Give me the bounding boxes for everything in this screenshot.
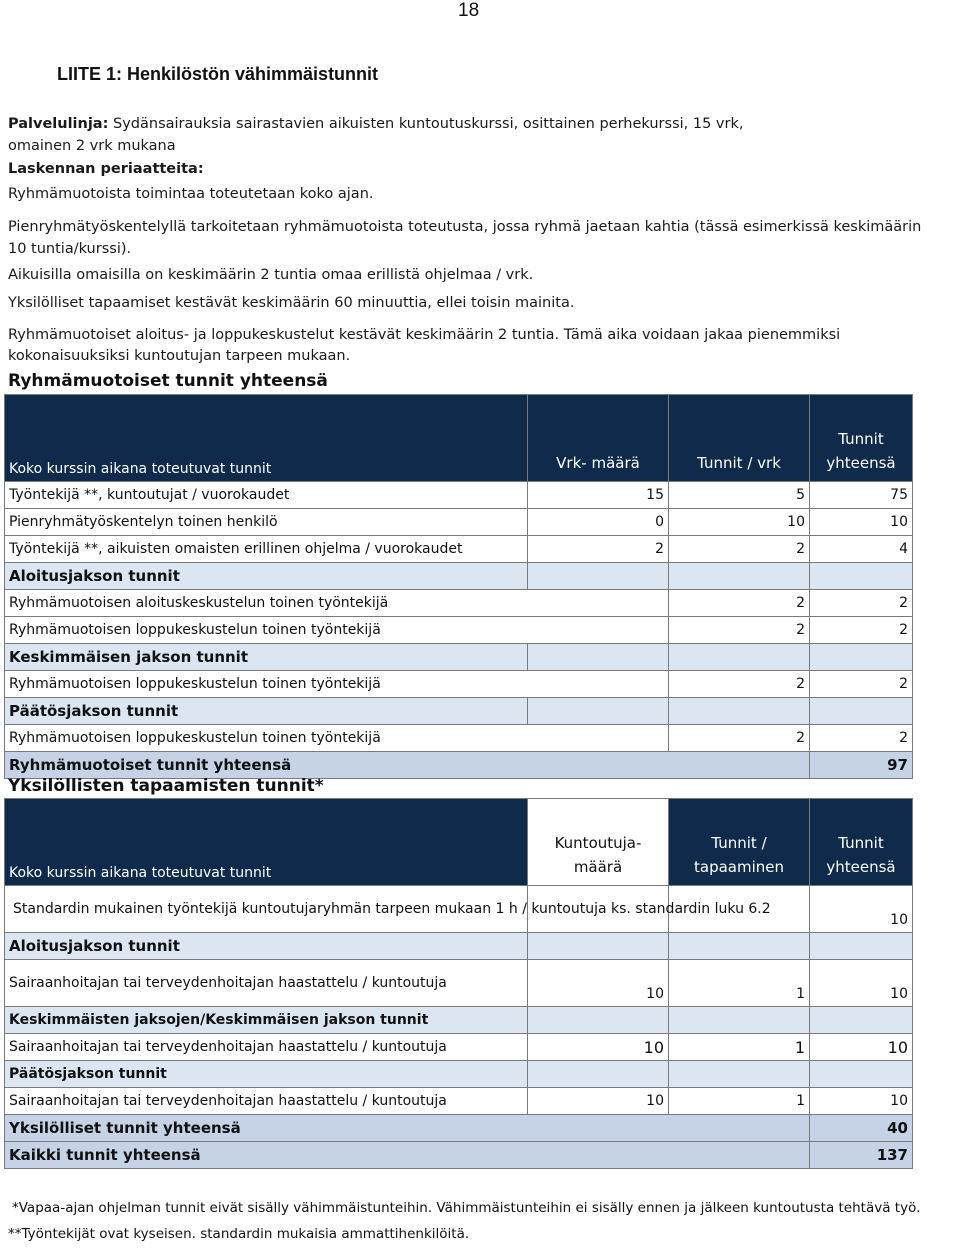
- intro-line-1: [8, 116, 743, 132]
- table-row: Ryhmämuotoisen loppukeskustelun toinen työntekijä 2 2: [5, 725, 913, 752]
- table-row: Pienryhmätyöskentelyn toinen henkilö 0 10 10: [5, 509, 913, 536]
- section1-heading: Ryhmämuotoiset tunnit yhteensä: [8, 371, 328, 391]
- table-row: Sairaanhoitajan tai terveydenhoitajan haastattelu / kuntoutuja 10 1 10: [5, 1034, 913, 1061]
- table-row: Sairaanhoitajan tai terveydenhoitajan haastattelu / kuntoutuja 10 1 10: [5, 960, 913, 1007]
- subsection-row: Aloitusjakson tunnit: [5, 563, 913, 590]
- header-days: Vrk- määrä: [528, 395, 669, 482]
- intro-line-9: Ryhmämuotoiset aloitus- ja loppukeskustelut kestävät keskimäärin 2 tuntia. Tämä aika voidaan jakaa pienemmiksi: [8, 327, 841, 343]
- service-line-text: Sydänsairauksia sairastavien aikuisten kuntoutuskurssi, osittainen perhekurssi, 15 vrk,: [108, 116, 744, 132]
- individual-hours-table: [4, 798, 913, 1169]
- service-line-label: Palvelulinja:: [8, 116, 109, 132]
- header-total-hours: Tunnit yhteensä: [810, 799, 913, 886]
- section2-heading: Yksilöllisten tapaamisten tunnit*: [8, 776, 324, 796]
- table-row: Työntekijä **, kuntoutujat / vuorokaudet 15 5 75: [5, 482, 913, 509]
- header-hours-per-meeting: Tunnit / tapaaminen: [669, 799, 810, 886]
- intro-line-6: 10 tuntia/kurssi).: [8, 241, 132, 257]
- footnote-1: *Vapaa-ajan ohjelman tunnit eivät sisälly vähimmäistunteihin. Vähimmäistunteihin ei sisälly ennen ja jälkeen kuntoutusta tehtävä työ.: [12, 1200, 921, 1216]
- intro-line-2: omainen 2 vrk mukana: [8, 138, 176, 154]
- header-total-hours: Tunnit yhteensä: [810, 395, 913, 482]
- table-row: Ryhmämuotoisen loppukeskustelun toinen työntekijä 2 2: [5, 671, 913, 698]
- subsection-row: Aloitusjakson tunnit: [5, 933, 913, 960]
- page-title: LIITE 1: Henkilöstön vähimmäistunnit: [57, 64, 379, 84]
- table-row: Työntekijä **, aikuisten omaisten erillinen ohjelma / vuorokaudet 2 2 4: [5, 536, 913, 563]
- header-hours-per-day: Tunnit / vrk: [669, 395, 810, 482]
- total-row: Ryhmämuotoiset tunnit yhteensä 97: [5, 752, 913, 779]
- table-row: Ryhmämuotoisen loppukeskustelun toinen työntekijä 2 2: [5, 617, 913, 644]
- header-client-count: Kuntoutuja- määrä: [528, 799, 669, 886]
- grand-total-row: Kaikki tunnit yhteensä 137: [5, 1142, 913, 1169]
- header-left: Koko kurssin aikana toteutuvat tunnit: [5, 799, 528, 886]
- subsection-row: Keskimmäisten jaksojen/Keskimmäisen jakson tunnit: [5, 1007, 913, 1034]
- intro-line-4: Ryhmämuotoista toimintaa toteutetaan koko ajan.: [8, 186, 374, 202]
- intro-line-10: kokonaisuuksiksi kuntoutujan tarpeen mukaan.: [8, 348, 351, 364]
- subsection-row: Päätösjakson tunnit: [5, 698, 913, 725]
- table-header-row: [5, 799, 913, 886]
- group-hours-table: [4, 394, 913, 779]
- total-row: Yksilölliset tunnit yhteensä 40: [5, 1115, 913, 1142]
- subsection-row: Keskimmäisen jakson tunnit: [5, 644, 913, 671]
- intro-line-8: Yksilölliset tapaamiset kestävät keskimäärin 60 minuuttia, ellei toisin mainita.: [8, 295, 575, 311]
- table-row: Standardin mukainen työntekijä kuntoutujaryhmän tarpeen mukaan 1 h / kuntoutuja ks. standardin luku 6.2 10: [5, 886, 913, 933]
- footnote-2: **Työntekijät ovat kyseisen. standardin mukaisia ammattihenkilöitä.: [8, 1226, 470, 1242]
- page-number: 18: [458, 0, 480, 21]
- principles-heading: Laskennan periaatteita:: [8, 161, 204, 177]
- table-row: Sairaanhoitajan tai terveydenhoitajan haastattelu / kuntoutuja 10 1 10: [5, 1088, 913, 1115]
- intro-line-5: Pienryhmätyöskentelyllä tarkoitetaan ryhmämuotoista toteutusta, jossa ryhmä jaetaan kahtia (tässä esimerkissä keskimäärin: [8, 219, 922, 235]
- intro-line-7: Aikuisilla omaisilla on keskimäärin 2 tuntia omaa erillistä ohjelmaa / vrk.: [8, 267, 534, 283]
- table-header-row: [5, 395, 913, 482]
- subsection-row: Päätösjakson tunnit: [5, 1061, 913, 1088]
- header-left: Koko kurssin aikana toteutuvat tunnit: [5, 395, 528, 482]
- table-row: Ryhmämuotoisen aloituskeskustelun toinen työntekijä 2 2: [5, 590, 913, 617]
